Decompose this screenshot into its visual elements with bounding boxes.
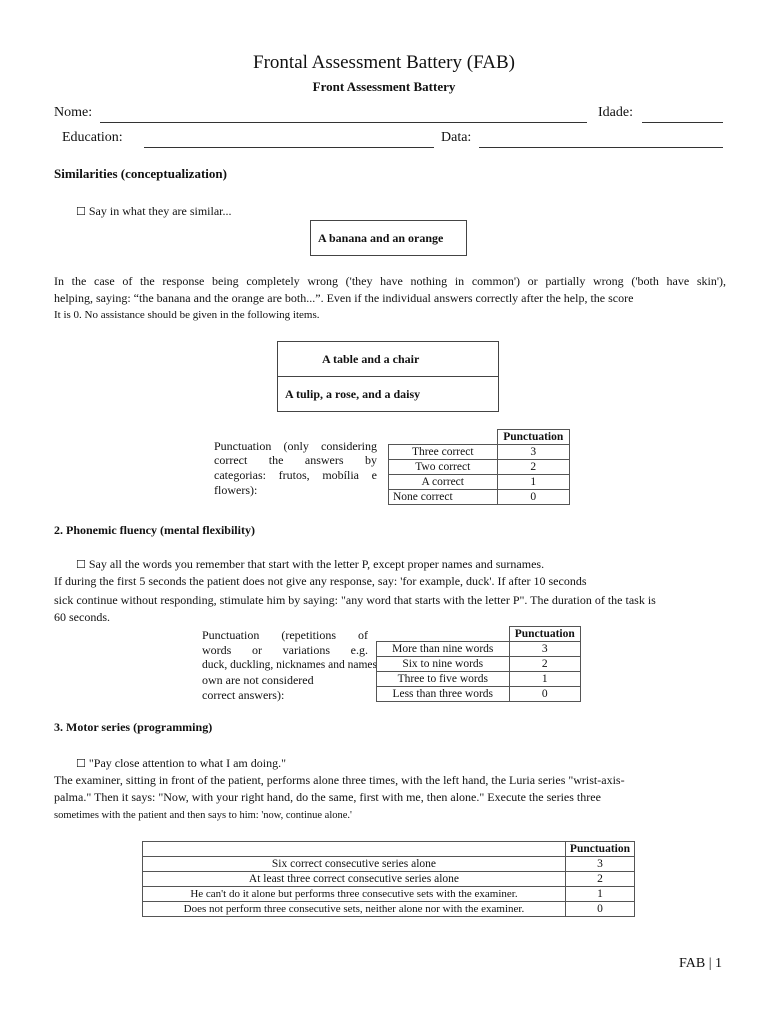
document-subtitle: Front Assessment Battery xyxy=(312,79,456,94)
checkbox-icon: ☐ xyxy=(76,757,86,770)
section3-instruction-text: "Pay close attention to what I am doing." xyxy=(88,756,286,770)
name-field-line[interactable] xyxy=(100,122,587,123)
section3-paragraph-line-1: The examiner, sitting in front of the patient, performs alone three times, with the left hand, the Luria series "wrist-axis- xyxy=(54,773,625,787)
score-header: Punctuation xyxy=(509,627,581,642)
example-item-text: A banana and an orange xyxy=(318,230,444,245)
score-header: Punctuation xyxy=(497,430,570,445)
section2-paragraph-line-3: 60 seconds. xyxy=(54,610,110,624)
age-label: Idade: xyxy=(598,105,633,120)
section2-heading: 2. Phonemic fluency (mental flexibility) xyxy=(54,523,255,537)
page-number: FAB | 1 xyxy=(679,956,722,971)
section1-paragraph-line-2: helping, saying: “the banana and the orange are both...”. Even if the individual answers correctly after the help, the score xyxy=(54,291,634,305)
example-item-box xyxy=(310,220,467,256)
section1-score-table xyxy=(388,429,570,505)
table-row: Six correct consecutive series alone 3 xyxy=(143,857,635,872)
section3-paragraph-line-2: palma." Then it says: "Now, with your right hand, do the same, first with me, then alone." Execute the series three xyxy=(54,790,601,804)
table-row: A correct 1 xyxy=(389,475,570,490)
section1-paragraph-line-3: It is 0. No assistance should be given in the following items. xyxy=(54,309,320,321)
section1-scoring-note-4: flowers): xyxy=(214,483,258,497)
section1-instruction xyxy=(76,203,232,220)
table-row: He can't do it alone but performs three consecutive sets with the examiner. 1 xyxy=(143,887,635,902)
section2-scoring-note-2: words or variations e.g. xyxy=(202,643,368,657)
section3-instruction xyxy=(76,755,286,772)
checkbox-icon: ☐ xyxy=(76,558,86,571)
section2-paragraph-line-1: If during the first 5 seconds the patient does not give any response, say: 'for example, duck'. If after 10 seconds xyxy=(54,574,587,588)
section3-score-table xyxy=(142,841,635,917)
section1-heading: Similarities (conceptualization) xyxy=(54,166,227,181)
item-box-flowers xyxy=(277,376,499,412)
table-row: Less than three words 0 xyxy=(377,687,581,702)
date-field-line[interactable] xyxy=(479,147,723,148)
education-label: Education: xyxy=(62,130,123,145)
section1-scoring-note-2: correct the answers by xyxy=(214,453,377,467)
table-row: More than nine words 3 xyxy=(377,642,581,657)
section3-paragraph-line-3: sometimes with the patient and then says to him: 'now, continue alone.' xyxy=(54,810,352,821)
section2-scoring-note-5: correct answers): xyxy=(202,688,285,702)
education-field-line[interactable] xyxy=(144,147,434,148)
section2-instruction xyxy=(76,556,544,573)
section1-instruction-text: Say in what they are similar... xyxy=(88,204,232,218)
section2-scoring-note-4: own are not considered xyxy=(202,673,314,687)
section2-scoring-note-1: Punctuation (repetitions of xyxy=(202,628,368,642)
table-row: Six to nine words 2 xyxy=(377,657,581,672)
table-row: None correct 0 xyxy=(389,490,570,505)
section2-instruction-text: Say all the words you remember that start with the letter P, except proper names and surnames. xyxy=(88,557,545,571)
name-label: Nome: xyxy=(54,105,93,120)
item-text: A tulip, a rose, and a daisy xyxy=(285,386,421,401)
date-label: Data: xyxy=(441,130,472,145)
section2-score-table xyxy=(376,626,581,702)
table-row: At least three correct consecutive series alone 2 xyxy=(143,872,635,887)
section3-heading: 3. Motor series (programming) xyxy=(54,720,213,734)
table-row: Does not perform three consecutive sets, neither alone nor with the examiner. 0 xyxy=(143,902,635,917)
item-text: A table and a chair xyxy=(322,351,420,366)
document-title: Frontal Assessment Battery (FAB) xyxy=(253,52,515,73)
table-row: Three correct 3 xyxy=(389,445,570,460)
section1-paragraph-line-1: In the case of the response being completely wrong ('they have nothing in common') or partially wrong ('both have skin'), xyxy=(54,274,726,288)
section2-scoring-note-3: duck, duckling, nicknames and names xyxy=(202,659,378,671)
table-row: Three to five words 1 xyxy=(377,672,581,687)
section1-scoring-note-3: categorias: frutos, mobília e xyxy=(214,468,377,482)
age-field-line[interactable] xyxy=(642,122,723,123)
item-box-table-chair xyxy=(277,341,499,377)
table-row: Two correct 2 xyxy=(389,460,570,475)
checkbox-icon: ☐ xyxy=(76,205,86,218)
section2-paragraph-line-2: sick continue without responding, stimulate him by saying: "any word that starts with the letter P". The duration of the task is xyxy=(54,593,656,607)
score-header: Punctuation xyxy=(565,842,634,857)
section1-scoring-note-1: Punctuation (only considering xyxy=(214,439,377,453)
